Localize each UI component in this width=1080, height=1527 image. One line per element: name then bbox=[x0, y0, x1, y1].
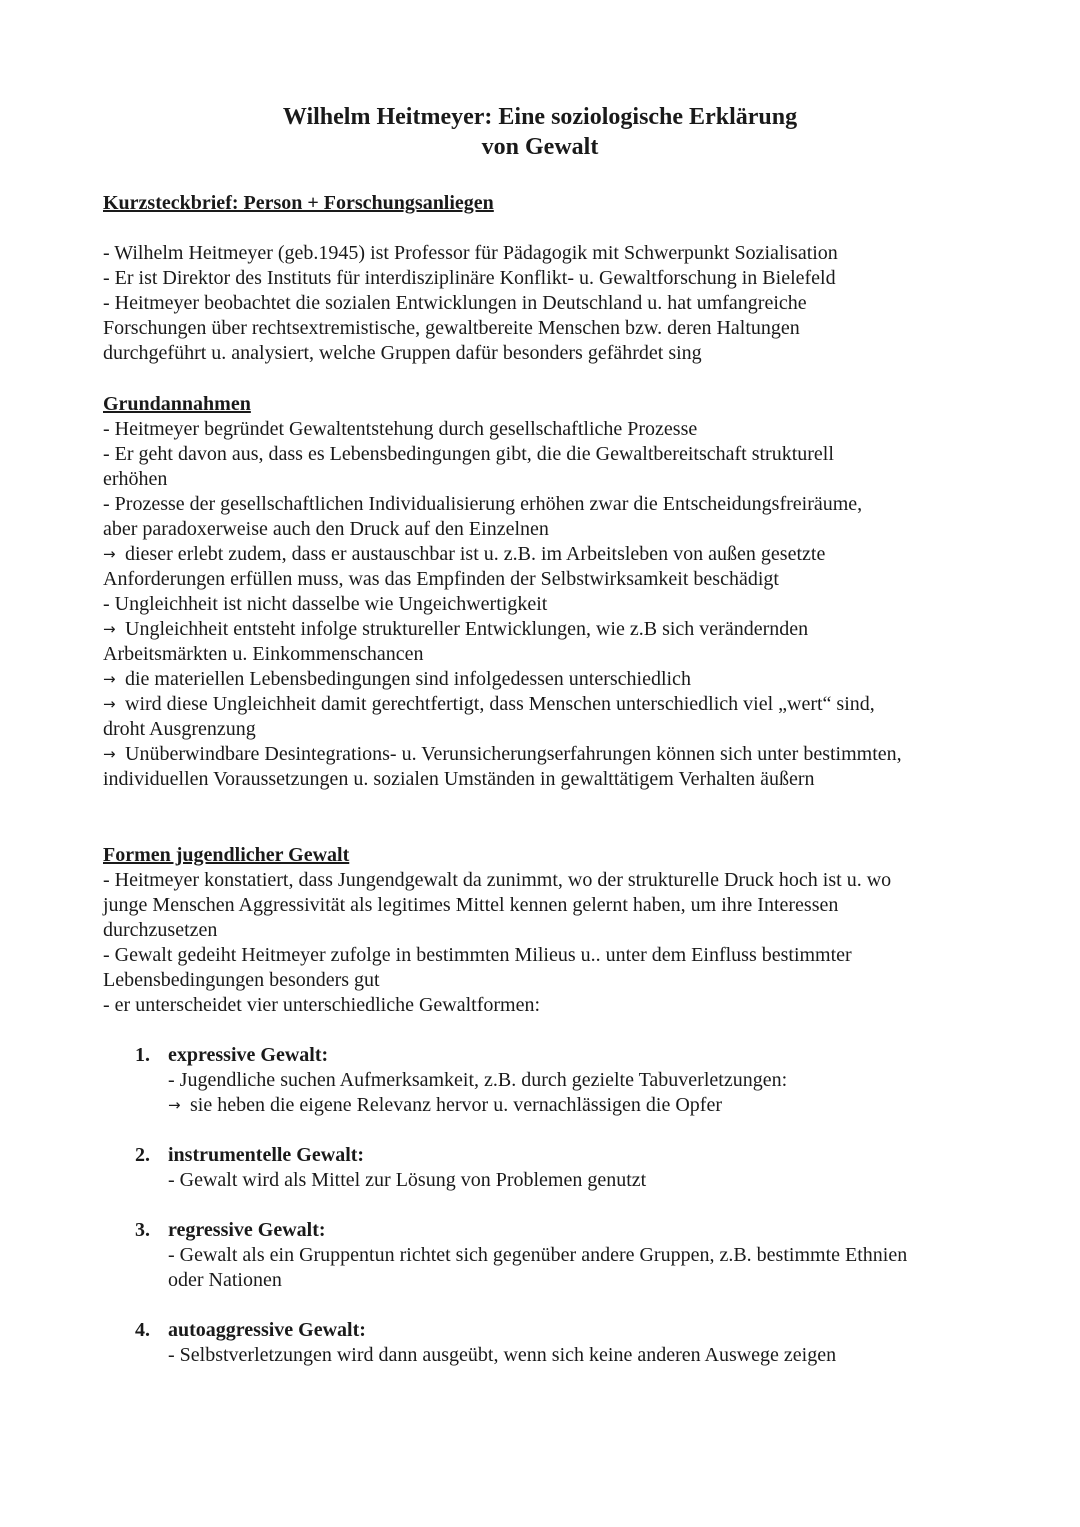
text-line: Forschungen über rechtsextremistische, gewaltbereite Menschen bzw. deren Haltungen bbox=[103, 317, 800, 339]
text-line bbox=[103, 592, 1003, 617]
section-grundannahmen bbox=[103, 392, 1003, 792]
line-text: oder Nationen bbox=[168, 1269, 282, 1291]
title-line-1: Wilhelm Heitmeyer: Eine soziologische Erklärung bbox=[282, 104, 798, 130]
text-line: Lebensbedingungen besonders gut bbox=[103, 969, 380, 991]
text-line bbox=[103, 692, 1003, 717]
text-line bbox=[103, 417, 1003, 442]
list-number: 3. bbox=[135, 1219, 150, 1241]
document-title bbox=[0, 102, 1080, 162]
text-line bbox=[103, 517, 1003, 542]
title-line-2: von Gewalt bbox=[481, 134, 599, 160]
text-line bbox=[168, 1243, 995, 1268]
section-heading: Formen jugendlicher Gewalt bbox=[103, 844, 350, 866]
line-text: - Gewalt wird als Mittel zur Lösung von Problemen genutzt bbox=[168, 1169, 647, 1191]
line-text: - Selbstverletzungen wird dann ausgeübt, wenn sich keine anderen Auswege zeigen bbox=[168, 1344, 837, 1366]
list-number: 2. bbox=[135, 1144, 150, 1166]
list-item bbox=[135, 1043, 995, 1118]
text-line bbox=[103, 442, 1003, 467]
line-text: Arbeitsmärkten u. Einkommenschancen bbox=[103, 643, 424, 665]
text-line bbox=[103, 542, 1003, 567]
text-line bbox=[103, 567, 1003, 592]
line-text: - Prozesse der gesellschaftlichen Individualisierung erhöhen zwar die Entscheidungsfreiräume, bbox=[103, 493, 863, 515]
text-line: durchzusetzen bbox=[103, 919, 218, 941]
line-text: dieser erlebt zudem, dass er austauschbar ist u. z.B. im Arbeitsleben von außen gesetzte bbox=[125, 543, 826, 565]
line-text: droht Ausgrenzung bbox=[103, 718, 256, 740]
text-line bbox=[103, 492, 1003, 517]
arrow-right-icon: → bbox=[103, 695, 116, 713]
list-item-label: autoaggressive Gewalt: bbox=[168, 1319, 366, 1341]
formen-body bbox=[103, 868, 1003, 1018]
text-line: - Wilhelm Heitmeyer (geb.1945) ist Professor für Pädagogik mit Schwerpunkt Sozialisation bbox=[103, 242, 838, 264]
section-heading: Grundannahmen bbox=[103, 393, 251, 415]
grundannahmen-body bbox=[103, 417, 1003, 792]
list-item-label: expressive Gewalt: bbox=[168, 1044, 329, 1066]
section-steckbrief bbox=[103, 191, 1003, 366]
text-line: - Heitmeyer beobachtet die sozialen Entwicklungen in Deutschland u. hat umfangreiche bbox=[103, 292, 807, 314]
text-line: - Heitmeyer konstatiert, dass Jungendgewalt da zunimmt, wo der strukturelle Druck hoch ist u. wo bbox=[103, 869, 892, 891]
arrow-right-icon: → bbox=[103, 670, 116, 688]
line-text: - Er geht davon aus, dass es Lebensbedingungen gibt, die die Gewaltbereitschaft strukturell bbox=[103, 443, 834, 465]
arrow-right-icon: → bbox=[103, 745, 116, 763]
text-line bbox=[168, 1068, 995, 1093]
text-line: - Gewalt gedeiht Heitmeyer zufolge in bestimmten Milieus u.. unter dem Einfluss bestimmter bbox=[103, 944, 852, 966]
text-line: durchgeführt u. analysiert, welche Gruppen dafür besonders gefährdet sing bbox=[103, 342, 702, 364]
line-text: die materiellen Lebensbedingungen sind infolgedessen unterschiedlich bbox=[125, 668, 691, 690]
line-text: sie heben die eigene Relevanz hervor u. vernachlässigen die Opfer bbox=[190, 1094, 722, 1116]
list-item bbox=[135, 1318, 995, 1368]
text-line: - Er ist Direktor des Instituts für interdisziplinäre Konflikt- u. Gewaltforschung in Bielefeld bbox=[103, 267, 836, 289]
line-text: Unüberwindbare Desintegrations- u. Verunsicherungserfahrungen können sich unter bestimmten, bbox=[125, 743, 902, 765]
text-line: - er unterscheidet vier unterschiedliche Gewaltformen: bbox=[103, 994, 541, 1016]
text-line bbox=[103, 667, 1003, 692]
text-line bbox=[103, 467, 1003, 492]
text-line bbox=[103, 742, 1003, 767]
list-item-label: instrumentelle Gewalt: bbox=[168, 1144, 365, 1166]
line-text: - Gewalt als ein Gruppentun richtet sich gegenüber andere Gruppen, z.B. bestimmte Ethnien bbox=[168, 1244, 908, 1266]
list-number: 1. bbox=[135, 1044, 150, 1066]
line-text: individuellen Voraussetzungen u. sozialen Umständen in gewalttätigem Verhalten äußern bbox=[103, 768, 815, 790]
arrow-right-icon: → bbox=[103, 620, 116, 638]
text-line bbox=[103, 767, 1003, 792]
line-text: erhöhen bbox=[103, 468, 168, 490]
list-number: 4. bbox=[135, 1319, 150, 1341]
list-item bbox=[135, 1218, 995, 1293]
text-line: junge Menschen Aggressivität als legitimes Mittel kennen gelernt haben, um ihre Interessen bbox=[103, 894, 839, 916]
arrow-right-icon: → bbox=[168, 1096, 181, 1114]
list-item-label: regressive Gewalt: bbox=[168, 1219, 326, 1241]
arrow-right-icon: → bbox=[103, 545, 116, 563]
line-text: aber paradoxerweise auch den Druck auf den Einzelnen bbox=[103, 518, 549, 540]
steckbrief-body bbox=[103, 241, 1003, 366]
line-text: - Ungleichheit ist nicht dasselbe wie Ungeichwertigkeit bbox=[103, 593, 548, 615]
section-heading: Kurzsteckbrief: Person + Forschungsanliegen bbox=[103, 192, 494, 214]
text-line bbox=[168, 1268, 995, 1293]
list-item bbox=[135, 1143, 995, 1193]
text-line bbox=[168, 1168, 995, 1193]
line-text: - Heitmeyer begründet Gewaltentstehung durch gesellschaftliche Prozesse bbox=[103, 418, 698, 440]
text-line bbox=[168, 1093, 995, 1118]
gewaltformen-list bbox=[135, 1043, 995, 1368]
text-line bbox=[103, 617, 1003, 642]
line-text: wird diese Ungleichheit damit gerechtfertigt, dass Menschen unterschiedlich viel „wert“ sind, bbox=[125, 693, 875, 715]
text-line bbox=[103, 642, 1003, 667]
text-line bbox=[168, 1343, 995, 1368]
line-text: - Jugendliche suchen Aufmerksamkeit, z.B. durch gezielte Tabuverletzungen: bbox=[168, 1069, 788, 1091]
section-formen bbox=[103, 843, 1003, 1018]
text-line bbox=[103, 717, 1003, 742]
line-text: Ungleichheit entsteht infolge struktureller Entwicklungen, wie z.B sich verändernden bbox=[125, 618, 809, 640]
line-text: Anforderungen erfüllen muss, was das Empfinden der Selbstwirksamkeit beschädigt bbox=[103, 568, 779, 590]
